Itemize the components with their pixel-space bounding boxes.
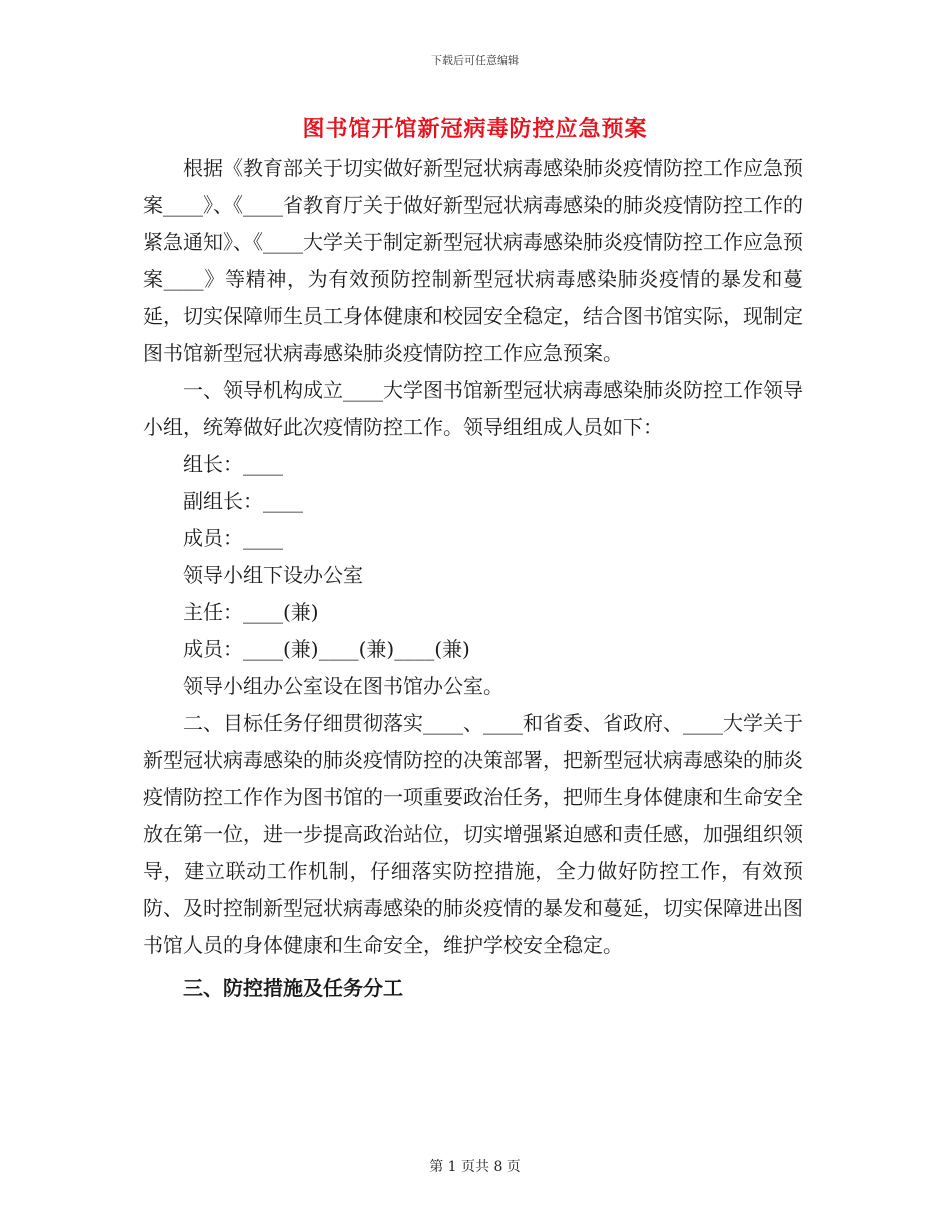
section1-paragraph: 一、领导机构成立____大学图书馆新型冠状病毒感染肺炎防控工作领导小组，统筹做好此次疫情防控工作。领导组组成人员如下： (143, 378, 803, 439)
page-number: 第 1 页共 8 页 (429, 1159, 521, 1175)
document-body (143, 150, 803, 1007)
office-members-line: 成员：____(兼)____(兼)____(兼) (183, 637, 470, 661)
document-title: 图书馆开馆新冠病毒防控应急预案 (302, 116, 648, 142)
leader-line: 组长：____ (183, 452, 283, 476)
section3-heading: 三、防控措施及任务分工 (183, 976, 403, 1000)
section2-paragraph: 二、目标任务仔细贯彻落实____、____和省委、省政府、____大学关于新型冠状病毒感染的肺炎疫情防控的决策部署，把新型冠状病毒感染的肺炎疫情防控工作作为图书馆的一项重要政治任务，把师生身体健康和生命安全放在第一位，进一步提高政治站位，切实增强紧迫感和责任感，加强组织领导，建立联动工作机制，仔细落实防控措施，全力做好防控工作，有效预防、及时控制新型冠状病毒感染的肺炎疫情的暴发和蔓延，切实保障进出图书馆人员的身体健康和生命安全，维护学校安全稳定。 (143, 711, 803, 957)
deputy-leader-line: 副组长：____ (183, 489, 303, 513)
office-setup-line: 领导小组下设办公室 (183, 563, 363, 587)
intro-paragraph: 根据《教育部关于切实做好新型冠状病毒感染肺炎疫情防控工作应急预案____》、《____省教育厅关于做好新型冠状病毒感染的肺炎疫情防控工作的紧急通知》、《____大学关于制定新型冠状病毒感染肺炎疫情防控工作应急预案____》等精神，为有效预防控制新型冠状病毒感染肺炎疫情的暴发和蔓延，切实保障师生员工身体健康和校园安全稳定，结合图书馆实际，现制定图书馆新型冠状病毒感染肺炎疫情防控工作应急预案。 (143, 156, 803, 365)
members-line: 成员：____ (183, 526, 283, 550)
header-note: 下载后可任意编辑 (431, 54, 519, 67)
director-line: 主任：____(兼) (183, 600, 319, 624)
office-location-line: 领导小组办公室设在图书馆办公室。 (183, 674, 503, 698)
